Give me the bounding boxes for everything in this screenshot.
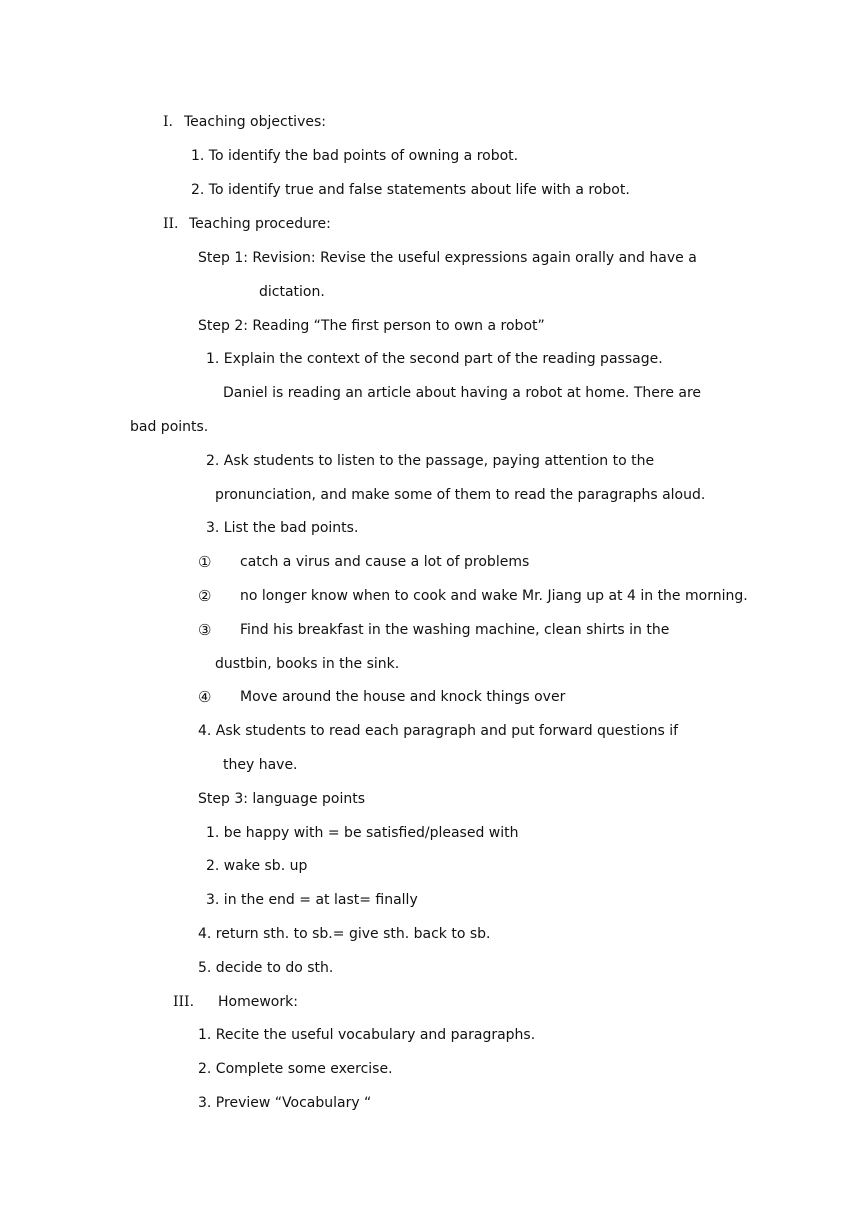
- homework-item-2: 2. Complete some exercise.: [198, 1061, 393, 1077]
- step-2-item-4-line-1: 4. Ask students to read each paragraph and put forward questions if: [198, 723, 679, 739]
- objective-item-2: 2. To identify true and false statements about life with a robot.: [191, 182, 630, 198]
- homework-item-1: 1. Recite the useful vocabulary and paragraphs.: [198, 1027, 536, 1043]
- step-3-title: Step 3: language points: [198, 791, 366, 807]
- step-1-line-1: Step 1: Revision: Revise the useful expressions again orally and have a: [198, 250, 697, 266]
- language-point-5: 5. decide to do sth.: [198, 960, 334, 976]
- language-point-2: 2. wake sb. up: [206, 858, 308, 874]
- bad-point-2-marker: ②: [198, 587, 212, 605]
- bad-point-3-marker: ③: [198, 621, 212, 639]
- bad-point-3-text: Find his breakfast in the washing machine, clean shirts in the: [240, 622, 670, 638]
- homework-item-3: 3. Preview “Vocabulary “: [198, 1095, 372, 1111]
- bad-point-1-text: catch a virus and cause a lot of problems: [240, 554, 530, 570]
- step-2-item-4-line-2: they have.: [223, 757, 298, 773]
- objective-item-1: 1. To identify the bad points of owning a robot.: [191, 148, 519, 164]
- language-point-1: 1. be happy with = be satisfied/pleased with: [206, 825, 519, 841]
- section-1-numeral: I.: [163, 114, 173, 130]
- bad-point-4-marker: ④: [198, 688, 212, 706]
- section-2-title: Teaching procedure:: [189, 216, 331, 232]
- step-2-title: Step 2: Reading “The first person to own a robot”: [198, 318, 545, 334]
- section-1-title: Teaching objectives:: [184, 114, 326, 130]
- bad-point-1-marker: ①: [198, 553, 212, 571]
- step-2-item-3: 3. List the bad points.: [206, 520, 359, 536]
- bad-point-4-text: Move around the house and knock things over: [240, 689, 566, 705]
- step-2-item-1: 1. Explain the context of the second part of the reading passage.: [206, 351, 663, 367]
- language-point-4: 4. return sth. to sb.= give sth. back to sb.: [198, 926, 491, 942]
- step-2-item-2-line-2: pronunciation, and make some of them to read the paragraphs aloud.: [215, 487, 706, 503]
- language-point-3: 3. in the end = at last= finally: [206, 892, 418, 908]
- step-2-context-line-1: Daniel is reading an article about having a robot at home. There are: [223, 385, 702, 401]
- bad-point-3-continuation: dustbin, books in the sink.: [215, 656, 400, 672]
- section-2-numeral: II.: [163, 216, 179, 232]
- bad-point-2-text: no longer know when to cook and wake Mr. Jiang up at 4 in the morning.: [240, 588, 748, 604]
- section-3-numeral: III.: [173, 994, 195, 1010]
- step-2-item-2-line-1: 2. Ask students to listen to the passage, paying attention to the: [206, 453, 655, 469]
- step-2-context-line-2: bad points.: [130, 419, 209, 435]
- step-1-line-2: dictation.: [259, 284, 325, 300]
- section-3-title: Homework:: [218, 994, 298, 1010]
